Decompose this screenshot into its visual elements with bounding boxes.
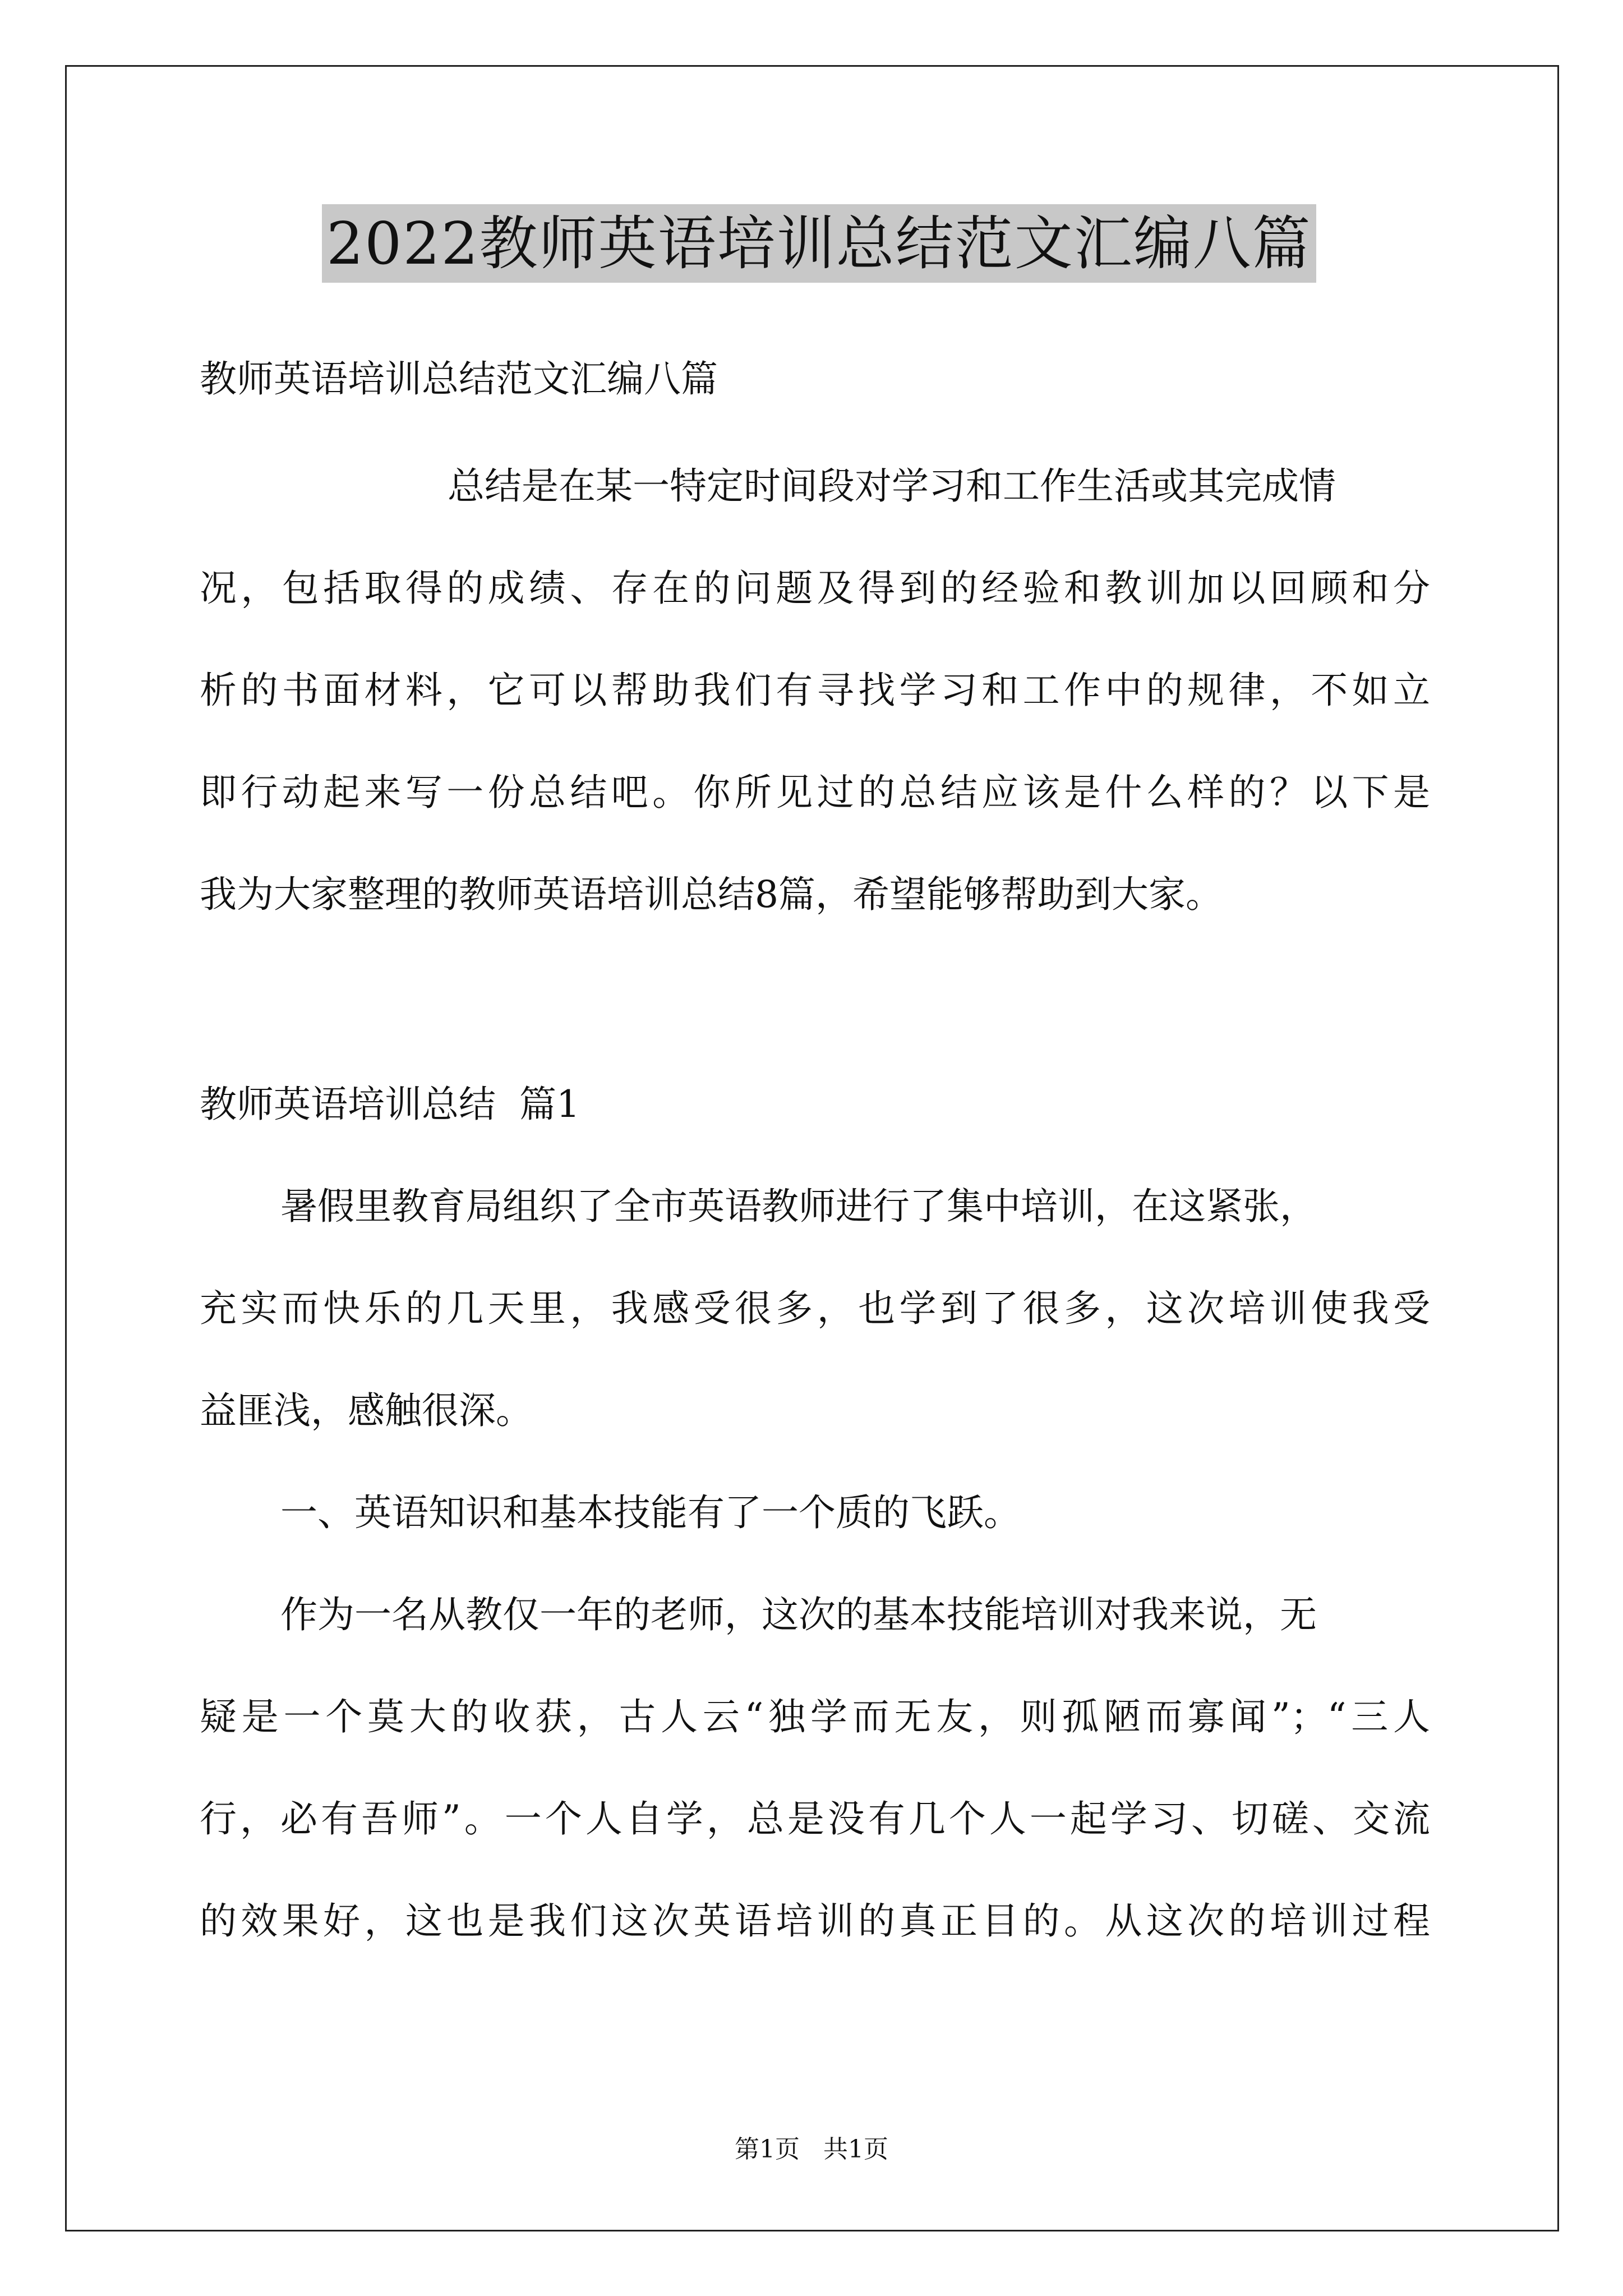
paragraph-line: 益匪浅，感触很深。 xyxy=(200,1389,533,1432)
document-subtitle: 教师英语培训总结范文汇编八篇 xyxy=(200,357,718,401)
document-title: 2022教师英语培训总结范文汇编八篇 xyxy=(322,204,1316,283)
section-heading: 教师英语培训总结 篇1 xyxy=(200,1083,580,1126)
paragraph-line: 充实而快乐的几天里，我感受很多，也学到了很多，这次培训使我受 xyxy=(200,1287,1430,1330)
point-heading: 一、英语知识和基本技能有了一个质的飞跃。 xyxy=(280,1491,1021,1534)
intro-line: 即行动起来写一份总结吧。你所见过的总结应该是什么样的？以下是 xyxy=(200,771,1430,814)
page-footer: 第1页 共1页 xyxy=(735,2135,888,2164)
intro-line: 总结是在某一特定时间段对学习和工作生活或其完成情 xyxy=(448,464,1336,508)
intro-line: 况，包括取得的成绩、存在的问题及得到的经验和教训加以回顾和分 xyxy=(200,567,1430,610)
paragraph-line: 行，必有吾师”。一个人自学，总是没有几个人一起学习、切磋、交流 xyxy=(200,1797,1430,1841)
paragraph-line: 暑假里教育局组织了全市英语教师进行了集中培训，在这紧张， xyxy=(280,1185,1317,1228)
intro-line: 析的书面材料，它可以帮助我们有寻找学习和工作中的规律，不如立 xyxy=(200,669,1430,712)
paragraph-line: 作为一名从教仅一年的老师，这次的基本技能培训对我来说，无 xyxy=(280,1593,1317,1636)
intro-line: 我为大家整理的教师英语培训总结8篇，希望能够帮助到大家。 xyxy=(200,873,1223,916)
paragraph-line: 的效果好，这也是我们这次英语培训的真正目的。从这次的培训过程 xyxy=(200,1899,1430,1943)
paragraph-line: 疑是一个莫大的收获，古人云“独学而无友，则孤陋而寡闻”；“三人 xyxy=(200,1695,1430,1738)
